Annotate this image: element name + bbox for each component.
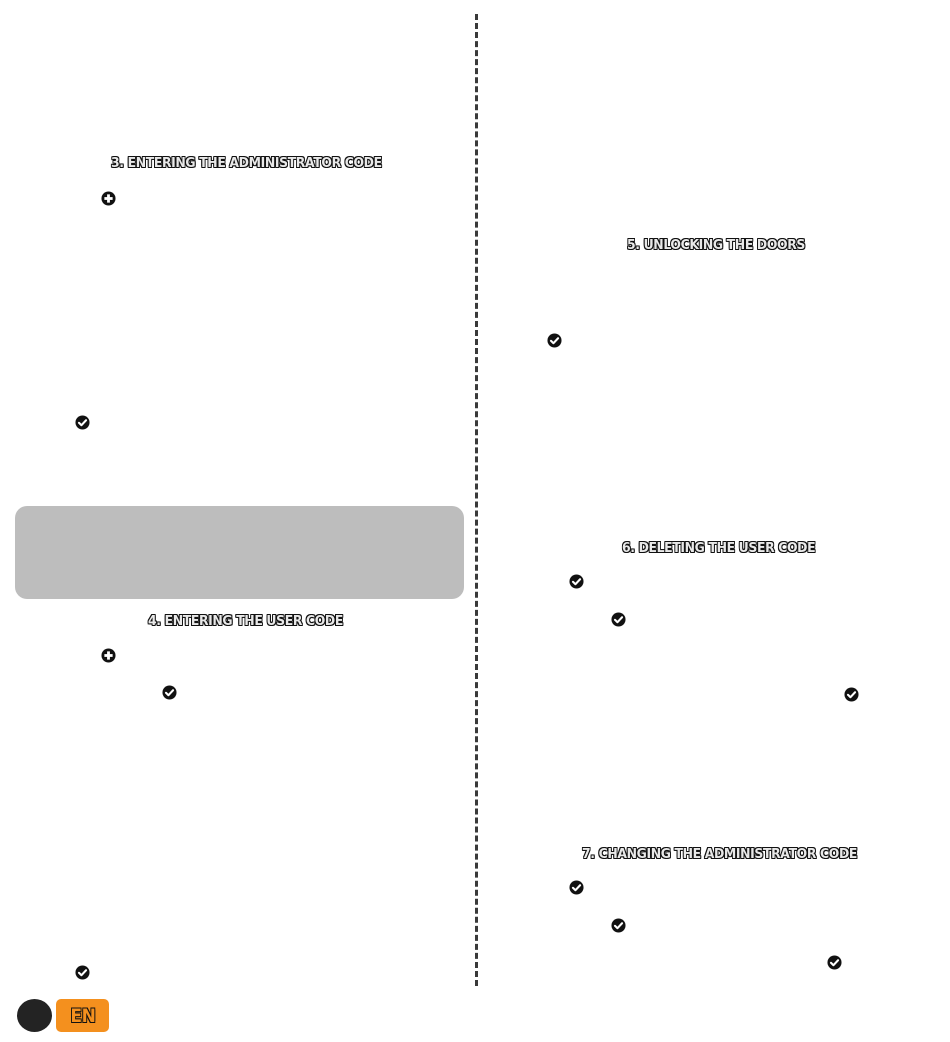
plus-circle-icon [101, 191, 116, 206]
language-label: EN [69, 1004, 96, 1027]
check-circle-icon [569, 574, 584, 589]
check-circle-icon [844, 687, 859, 702]
check-circle-icon [75, 965, 90, 980]
section-7-title: 7. CHANGING THE ADMINISTRATOR CODE [582, 846, 858, 862]
check-circle-icon [611, 918, 626, 933]
section-5-title: 5. UNLOCKING THE DOORS [627, 237, 805, 253]
column-divider [475, 14, 478, 986]
section-4-title: 4. ENTERING THE USER CODE [148, 613, 343, 629]
section-3-title: 3. ENTERING THE ADMINISTRATOR CODE [111, 155, 382, 171]
plus-circle-icon [101, 648, 116, 663]
section-6-title: 6. DELETING THE USER CODE [622, 540, 816, 556]
check-circle-icon [569, 880, 584, 895]
check-circle-icon [162, 685, 177, 700]
check-circle-icon [611, 612, 626, 627]
note-box [15, 506, 464, 599]
check-circle-icon [75, 415, 90, 430]
check-circle-icon [547, 333, 562, 348]
check-circle-icon [827, 955, 842, 970]
page-number-badge [17, 999, 52, 1032]
language-badge [56, 999, 109, 1032]
